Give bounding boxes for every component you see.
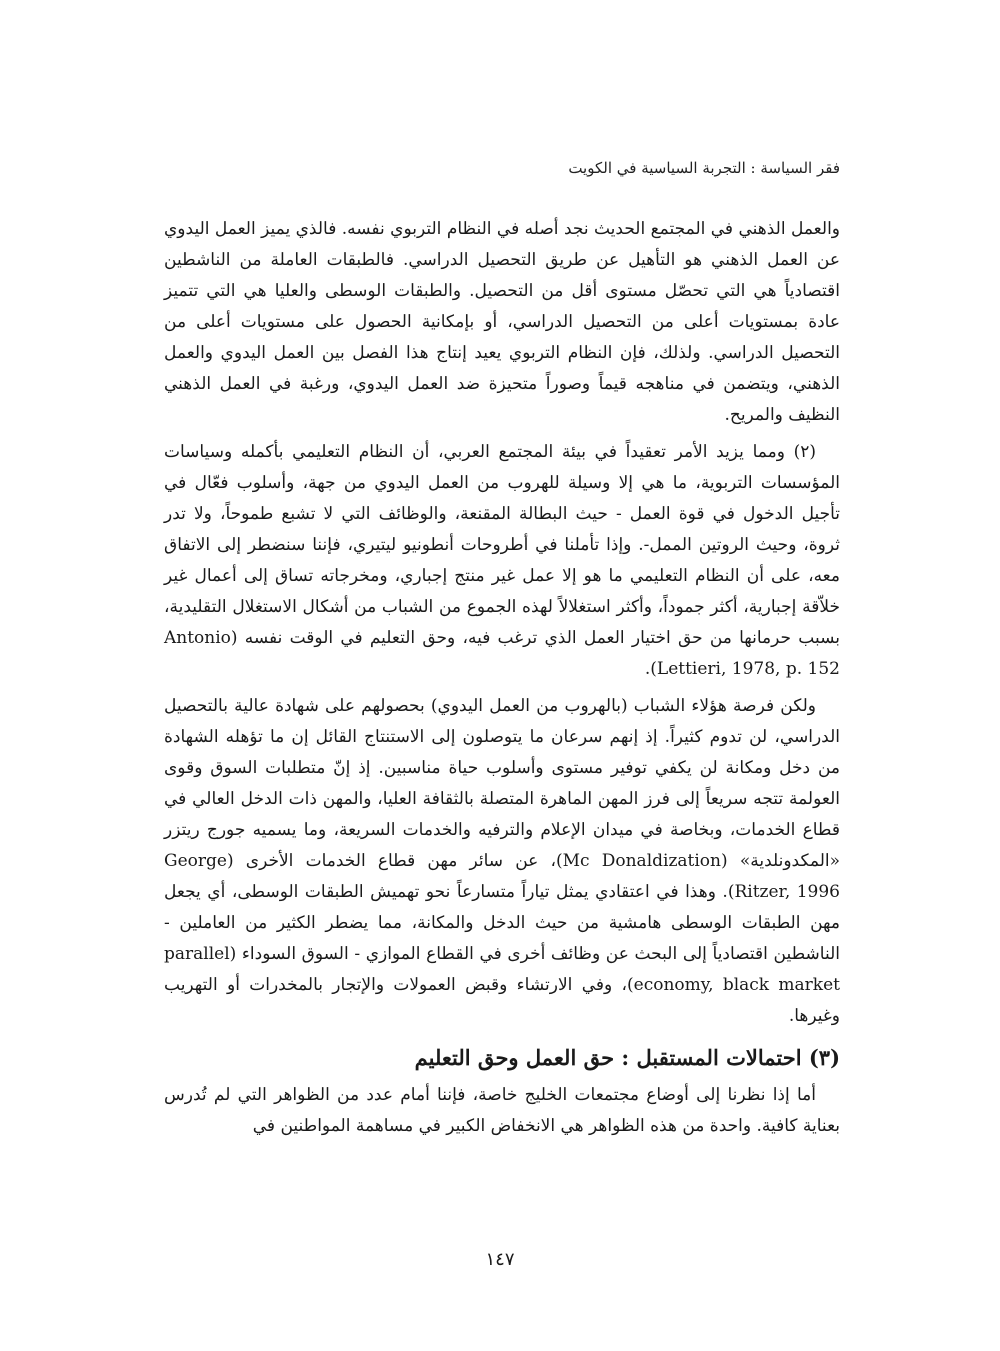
running-header: فقر السياسة : التجربة السياسية في الكويت — [568, 159, 840, 177]
page-number: ١٤٧ — [485, 1249, 515, 1270]
paragraph-3: ولكن فرصة هؤلاء الشباب (بالهروب من العمل اليدوي) بحصولهم على شهادة عالية بالتحصيل الدراسي، لن تدوم كثيراً. إذ إنهم سرعان ما يتوصلون إلى الاستنتاج القائل إن ما تؤهله الشهادة من دخل ومكانة لن يكفي توفير مستوى وأسلوب حياة مناسبين. إذ إنّ متطلبات السوق وقوى العولمة تتجه سريعاً إلى فرز المهن الماهرة المتصلة بالثقافة العليا، والمهن ذات الدخل العالي في قطاع الخدمات، وبخاصة في ميدان الإعلام والترفيه والخدمات السريعة، وما يسميه جورج ريتزر «المكدونلدية» (Mc Donaldization)، عن سائر مهن قطاع الخدمات الأخرى (George Ritzer, 1996). وهذا في اعتقادي يمثل تياراً متسارعاً نحو تهميش الطبقات الوسطى، أي يجعل مهن الطبقات الوسطى هامشية من حيث الدخل والمكانة، مما يضطر الكثير من العاملين - الناشطين اقتصادياً إلى البحث عن وظائف أخرى في القطاع الموازي - السوق السوداء (parallel economy, black market)، وفي الارتشاء وقبض العمولات والإتجار بالمخدرات أو التهريب وغيرها. — [164, 696, 841, 1026]
section-heading: (٣) احتمالات المستقبل : حق العمل وحق التعليم — [414, 1045, 840, 1070]
paragraph-4: أما إذا نظرنا إلى أوضاع مجتمعات الخليج خاصة، فإننا أمام عدد من الظواهر التي لم تُدرس بعناية كافية. واحدة من هذه الظواهر هي الانخفاض الكبير في مساهمة المواطنين في — [164, 1085, 840, 1136]
paragraph-1: والعمل الذهني في المجتمع الحديث نجد أصله في النظام التربوي نفسه. فالذي يميز العمل اليدوي عن العمل الذهني هو التأهيل عن طريق التحصيل الدراسي. فالطبقات العاملة من الناشطين اقتصادياً هي التي تحصّل مستوى أقل من التحصيل. والطبقات الوسطى والعليا هي التي تتميز عادة بمستويات أعلى من التحصيل الدراسي، أو بإمكانية الحصول على مستويات أعلى من التحصيل الدراسي. ولذلك، فإن النظام التربوي يعيد إنتاج هذا الفصل بين العمل اليدوي والعمل الذهني، ويتضمن في مناهجه قيماً وصوراً متحيزة ضد العمل اليدوي، ورغبة في العمل الذهني النظيف والمريح. — [164, 219, 840, 425]
paragraph-2: (٢) ومما يزيد الأمر تعقيداً في بيئة المجتمع العربي، أن النظام التعليمي بأكمله وسياسات المؤسسات التربوية، ما هي إلا وسيلة للهروب من العمل اليدوي من جهة، وأسلوب فعّال في تأجيل الدخول في قوة العمل - حيث البطالة المقنعة، والوظائف التي لا تشبع طموحاً، ولا تدر ثروة، وحيث الروتين الممل-. وإذا تأملنا في أطروحات أنطونيو ليتيري، فإننا سنضطر إلى الاتفاق معه، على أن النظام التعليمي ما هو إلا عمل غير منتج إجباري، ومخرجاته تساق إلى أعمال غير خلاّقة إجبارية، أكثر جموداً، وأكثر استغلالاً لهذه الجموع من الشباب من أشكال الاستغلال التقليدية، بسبب حرمانها من حق اختيار العمل الذي ترغب فيه، وحق التعليم في الوقت نفسه (Antonio Lettieri, 1978, p. 152). — [164, 442, 840, 679]
body-text — [164, 214, 840, 1148]
